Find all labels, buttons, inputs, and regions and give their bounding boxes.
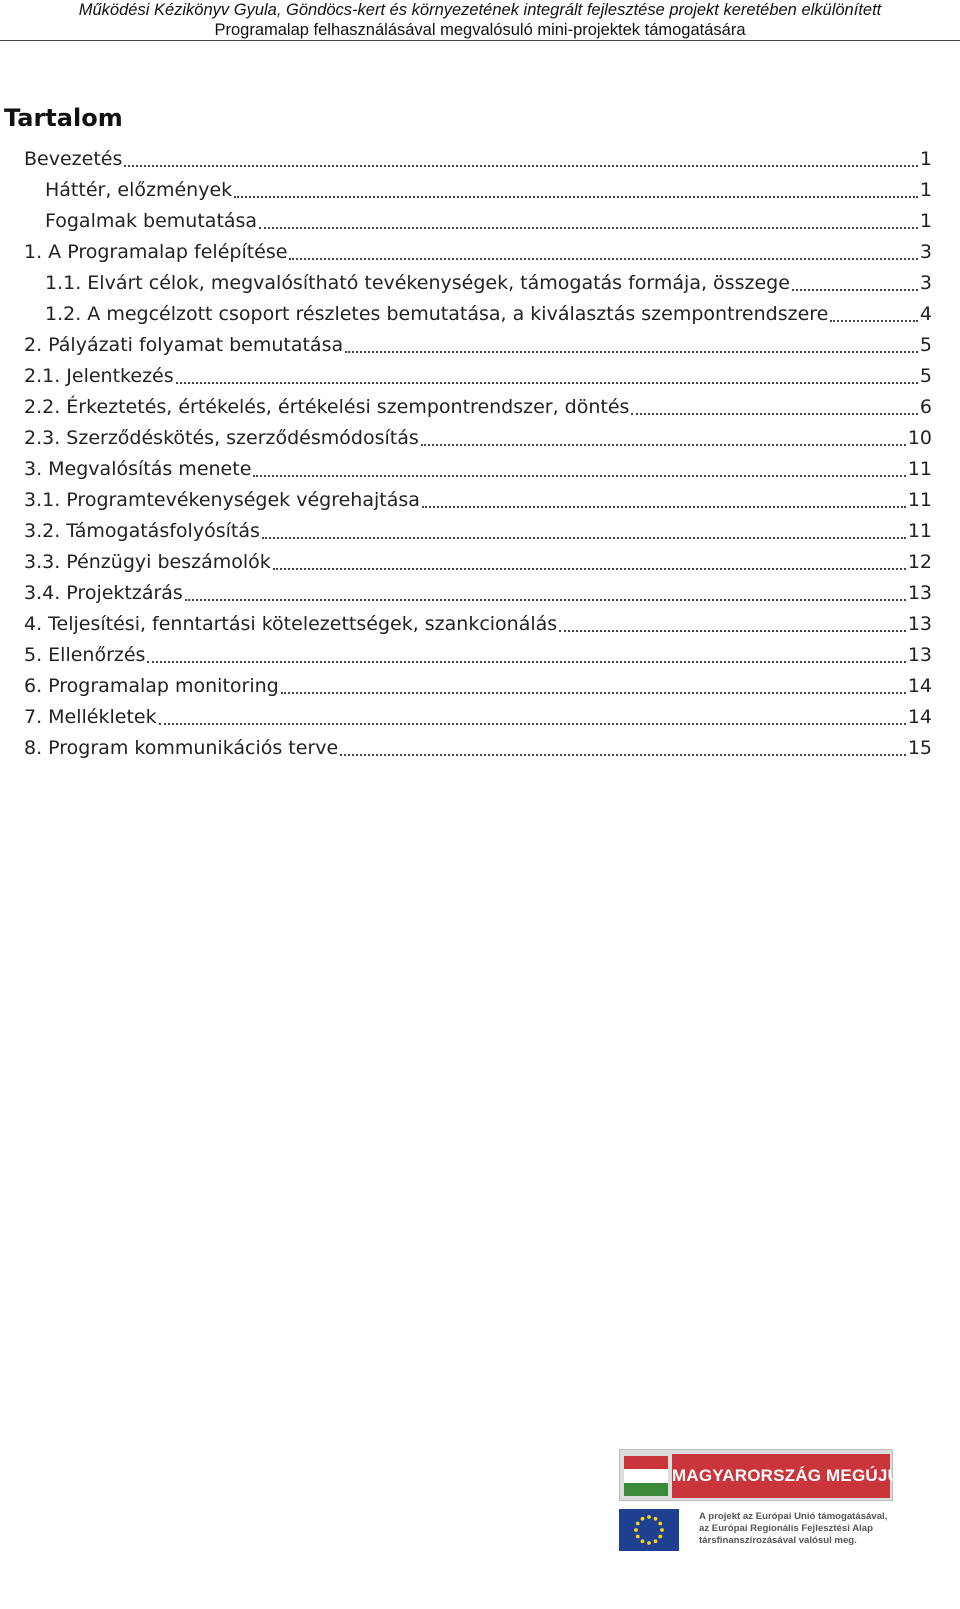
toc-entry-title: 1.1. Elvárt célok, megvalósítható tevékenységek, támogatás formája, összege [45,272,790,294]
toc-entry[interactable] [24,330,932,361]
eu-star [658,1522,662,1526]
toc-entry-page: 13 [907,582,932,604]
toc-entry-title: 3.3. Pénzügyi beszámolók [24,551,271,573]
page-header [0,0,960,41]
toc-entry-page: 1 [919,148,932,170]
toc-leader-dots [631,412,917,415]
eu-note-line: A projekt az Európai Unió támogatásával, [699,1511,888,1522]
toc-leader-dots [345,350,918,353]
toc-entry-page: 11 [907,520,932,542]
toc-entry-title: Bevezetés [24,148,123,170]
hungarian-flag-icon [624,1456,668,1496]
toc-entry-page: 5 [919,334,932,356]
eu-star [654,1517,658,1521]
toc-leader-dots [185,598,906,601]
toc-entry-title: 2.3. Szerződéskötés, szerződésmódosítás [24,427,419,449]
eu-star [654,1539,658,1543]
toc-entry-title: 3.2. Támogatásfolyósítás [24,520,260,542]
toc-leader-dots [422,505,906,508]
eu-star [658,1535,662,1539]
toc-leader-dots [159,722,906,725]
toc-leader-dots [262,536,906,539]
toc-entry[interactable] [24,485,932,516]
eu-flag-icon [619,1509,679,1551]
toc-entry-title: 4. Teljesítési, fenntartási kötelezettségek, szankcionálás [24,613,558,635]
toc-leader-dots [340,753,906,756]
toc-entry-title: Fogalmak bemutatása [45,210,258,232]
toc-entry-page: 10 [907,427,932,449]
toc-entry-title: 3. Megvalósítás menete [24,458,252,480]
toc-leader-dots [830,319,918,322]
toc-entry[interactable] [24,144,932,175]
eu-note-line: az Európai Regionális Fejlesztési Alap [699,1523,873,1534]
toc-entry[interactable] [24,237,932,268]
toc-entry[interactable] [24,733,932,764]
toc-leader-dots [421,443,906,446]
toc-entry[interactable] [24,702,932,733]
toc-entry-page: 15 [907,737,932,759]
toc-entry-title: 8. Program kommunikációs terve [24,737,339,759]
toc-entry-page: 13 [907,644,932,666]
toc-leader-dots [147,660,905,663]
toc-entry[interactable] [24,609,932,640]
toc-entry-title: 5. Ellenőrzés [24,644,146,666]
toc-entry-title: 1.2. A megcélzott csoport részletes bemutatása, a kiválasztás szempontrendszere [45,303,829,325]
toc-entry-page: 3 [919,241,932,263]
eu-star [641,1539,645,1543]
toc-entry-title: 7. Mellékletek [24,706,157,728]
toc-leader-dots [273,567,906,570]
toc-entry[interactable] [24,423,932,454]
toc-entry[interactable] [45,175,932,206]
toc-entry[interactable] [24,547,932,578]
toc-entry-title: 2. Pályázati folyamat bemutatása [24,334,344,356]
toc-leader-dots [289,257,917,260]
funding-logo [619,1449,911,1557]
toc-entry-page: 14 [907,706,932,728]
header-line-1: Működési Kézikönyv Gyula, Göndöcs-kert és környezetének integrált fejlesztése projekt keretében elkülönített [78,1,882,19]
toc-entry-title: Háttér, előzmények [45,179,233,201]
toc-leader-dots [281,691,906,694]
toc-entry-title: 1. A Programalap felépítése [24,241,288,263]
toc-entry-page: 5 [919,365,932,387]
toc-entry-page: 3 [919,272,932,294]
toc-entry[interactable] [45,299,932,330]
eu-star [647,1541,651,1545]
toc-entry-page: 12 [907,551,932,573]
header-line-2: Programalap felhasználásával megvalósuló mini-projektek támogatására [214,21,746,39]
toc-entry[interactable] [45,206,932,237]
eu-funding-note [699,1511,895,1547]
toc-leader-dots [259,226,918,229]
toc-entry[interactable] [24,578,932,609]
toc-entry-page: 1 [919,179,932,201]
toc-entry[interactable] [24,454,932,485]
toc-entry-page: 6 [919,396,932,418]
eu-star [641,1517,645,1521]
eu-star [636,1522,640,1526]
eu-note-line: társfinanszírozásával valósul meg. [699,1535,857,1546]
toc-entry[interactable] [24,361,932,392]
toc-entry-page: 14 [907,675,932,697]
toc-entry-title: 6. Programalap monitoring [24,675,279,697]
eu-star [636,1535,640,1539]
toc-entry[interactable] [45,268,932,299]
toc-entry-title: 3.1. Programtevékenységek végrehajtása [24,489,420,511]
eu-star [660,1528,664,1532]
toc-entry-page: 4 [919,303,932,325]
toc-entry-page: 1 [919,210,932,232]
toc-leader-dots [124,164,918,167]
toc-entry-title: 2.2. Érkeztetés, értékelés, értékelési szempontrendszer, döntés [24,396,630,418]
toc-leader-dots [176,381,918,384]
toc-entry-title: 2.1. Jelentkezés [24,365,174,387]
toc-entry[interactable] [24,671,932,702]
toc-entry-page: 11 [907,489,932,511]
toc-entry-title: 3.4. Projektzárás [24,582,183,604]
eu-star [647,1515,651,1519]
toc-entry[interactable] [24,516,932,547]
toc-leader-dots [253,474,905,477]
toc-title: Tartalom [4,104,123,132]
brand-banner [619,1449,911,1501]
toc-entry[interactable] [24,392,932,423]
toc-leader-dots [792,288,918,291]
toc-leader-dots [234,195,918,198]
brand-text: MAGYARORSZÁG MEGÚJUL [672,1454,890,1498]
toc-leader-dots [559,629,906,632]
eu-star [634,1528,638,1532]
toc-entry-page: 11 [907,458,932,480]
toc-entry-page: 13 [907,613,932,635]
toc-entry[interactable] [24,640,932,671]
